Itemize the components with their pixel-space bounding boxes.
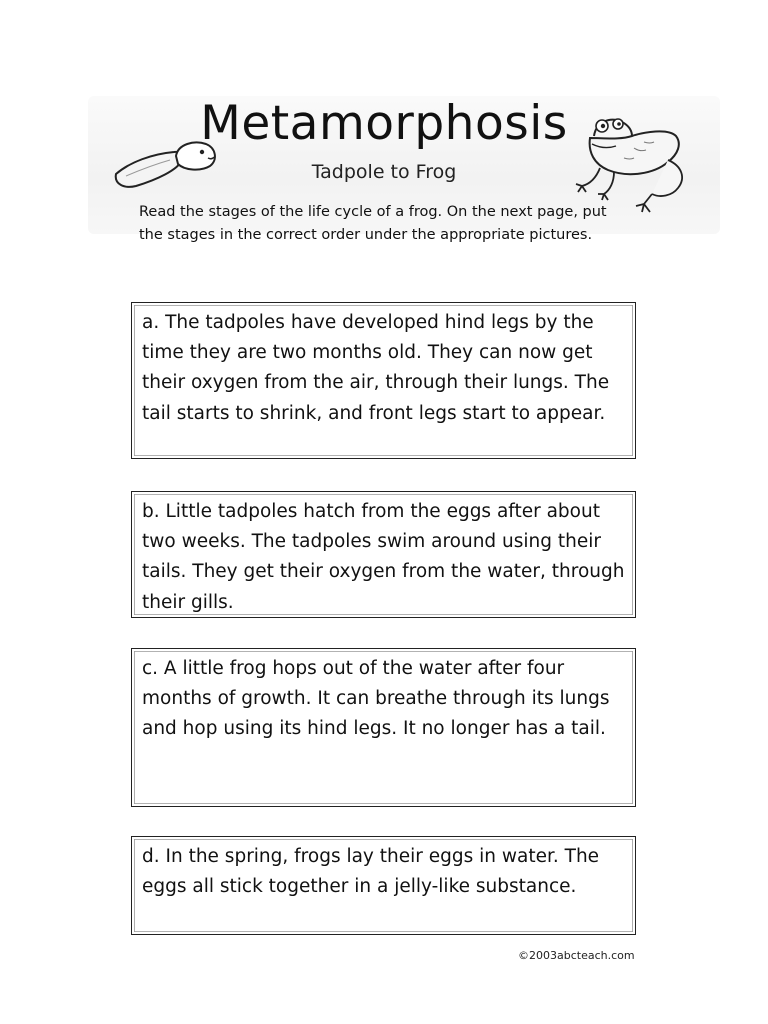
instructions-text: Read the stages of the life cycle of a frog. On the next page, put the stages in the correct order under the appropriate pictures.	[139, 204, 607, 243]
stage-box-d: d. In the spring, frogs lay their eggs in water. The eggs all stick together in a jelly-like substance.	[131, 836, 636, 935]
stage-box-c: c. A little frog hops out of the water after four months of growth. It can breathe through its lungs and hop using its hind legs. It no longer has a tail.	[131, 648, 636, 807]
page-title: Metamorphosis	[200, 96, 568, 151]
stage-box-b: b. Little tadpoles hatch from the eggs after about two weeks. The tadpoles swim around using their tails. They get their oxygen from the water, through their gills.	[131, 491, 636, 618]
stage-box-a: a. The tadpoles have developed hind legs by the time they are two months old. They can now get their oxygen from the air, through their lungs. The tail starts to shrink, and front legs start to appear.	[131, 302, 636, 459]
page-subtitle: Tadpole to Frog	[311, 161, 457, 183]
copyright-notice: ©2003abcteach.com	[518, 949, 635, 962]
